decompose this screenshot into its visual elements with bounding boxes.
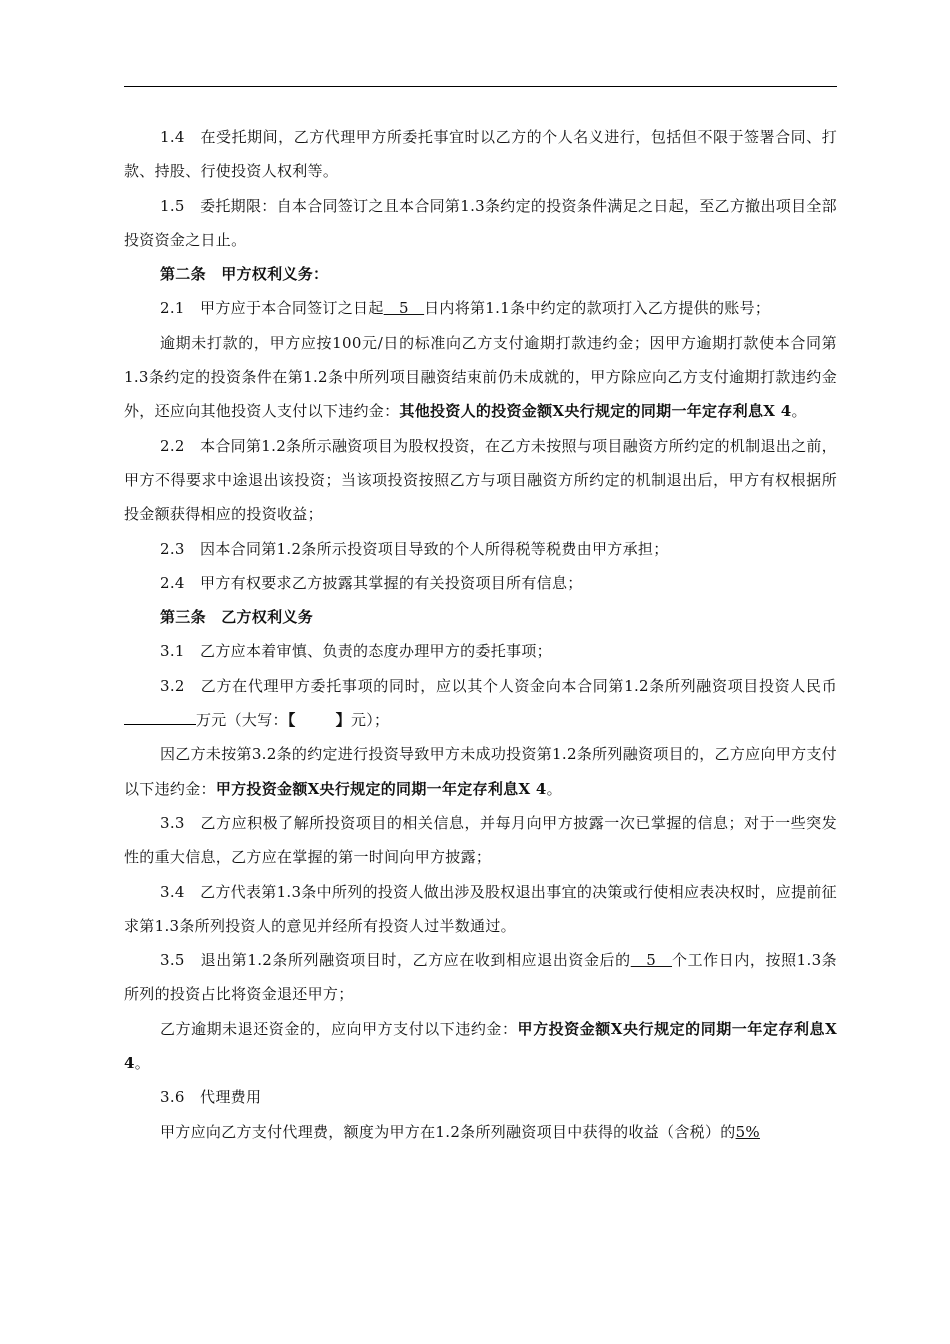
clause-3-5-penalty-formula: 甲方投资金额X央行规定的同期一年定存利息X 4: [124, 1019, 838, 1073]
clause-3-2: [124, 669, 837, 738]
clause-2-1-penalty: [124, 326, 837, 429]
clause-3-6: 3.6 代理费用: [160, 1088, 262, 1107]
clause-2-1-penalty-end: 。: [791, 402, 807, 421]
clause-3-5: [124, 943, 837, 1012]
clause-3-6-fee: [124, 1115, 837, 1149]
bracket-close: 】: [335, 711, 351, 730]
clause-3-5-text-b: 个工作日内，按照1.3条所列的投资占比将资金退还甲方；: [124, 951, 837, 1004]
clause-3-5-penalty-end: 。: [134, 1054, 151, 1073]
clause-1-4: 1.4 在受托期间，乙方代理甲方所委托事宜时以乙方的个人名义进行，包括但不限于签署合同、打款、持股、行使投资人权利等。: [124, 128, 837, 181]
clause-3-6-fee-text: 甲方应向乙方支付代理费，额度为甲方在1.2条所列融资项目中获得的收益（含税）的: [160, 1122, 736, 1141]
clause-2-3: 2.3 因本合同第1.2条所示投资项目导致的个人所得税等税费由甲方承担；: [160, 539, 669, 558]
header-rule: [124, 86, 837, 87]
clause-3-5-text-a: 3.5 退出第1.2条所列融资项目时，乙方应在收到相应退出资金后的: [160, 951, 631, 970]
clause-3-2-text-a: 3.2 乙方在代理甲方委托事项的同时，应以其个人资金向本合同第1.2条所列融资项目投资人民币: [160, 676, 837, 695]
clause-3-2-penalty-text: 因乙方未按第3.2条的约定进行投资导致甲方未成功投资第1.2条所列融资项目的，乙方应向甲方支付以下违约金：: [124, 745, 837, 798]
clause-2-1-penalty-text: 逾期未打款的，甲方应按100元/日的标准向乙方支付逾期打款违约金；因甲方逾期打款使本合同第1.3条约定的投资条件在第1.2条中所列项目融资结束前仍未成就的，甲方除应向乙方支付逾期打款违约金外，还应向其他投资人支付以下违约金：: [124, 333, 837, 421]
clause-2-4: 2.4 甲方有权要求乙方披露其掌握的有关投资项目所有信息；: [160, 573, 583, 592]
clause-3-5-penalty-text: 乙方逾期未退还资金的，应向甲方支付以下违约金：: [160, 1019, 518, 1038]
clause-2-2: 2.2 本合同第1.2条所示融资项目为股权投资，在乙方未按照与项目融资方所约定的机制退出之前，甲方不得要求中途退出该投资；当该项投资按照乙方与项目融资方所约定的机制退出后，甲方有权根据所投金额获得相应的投资收益；: [124, 436, 837, 524]
clause-3-6-fee-percent: 5%: [735, 1122, 760, 1141]
clause-2-1-text-b: 日内将第1.1条中约定的款项打入乙方提供的账号；: [424, 299, 771, 318]
clause-3-3: 3.3 乙方应积极了解所投资项目的相关信息，并每月向甲方披露一次已掌握的信息；对于一些突发性的重大信息，乙方应在掌握的第一时间向甲方披露；: [124, 813, 837, 867]
contract-body: [124, 120, 837, 1149]
article-3-heading: 第三条 乙方权利义务: [160, 608, 314, 627]
clause-2-1-penalty-formula: 其他投资人的投资金额X央行规定的同期一年定存利息X 4: [399, 402, 792, 421]
clause-3-2-text-b: 万元（大写：: [196, 711, 288, 730]
clause-2-1-days: 5: [383, 299, 425, 318]
clause-3-2-text-c: 元）；: [350, 711, 390, 730]
clause-3-5-penalty: [124, 1012, 837, 1081]
clause-3-2-penalty-end: 。: [546, 779, 562, 798]
clause-2-1-text-a: 2.1 甲方应于本合同签订之日起: [160, 299, 384, 318]
clause-1-5: 1.5 委托期限：自本合同签订之且本合同第1.3条约定的投资条件满足之日起，至乙方撤出项目全部投资资金之日止。: [124, 196, 837, 249]
article-2-heading: 第二条 甲方权利义务：: [160, 265, 329, 284]
clause-3-4: 3.4 乙方代表第1.3条中所列的投资人做出涉及股权退出事宜的决策或行使相应表决权时，应提前征求第1.3条所列投资人的意见并经所有投资人过半数通过。: [124, 882, 837, 935]
bracket-open: 【: [287, 711, 296, 730]
clause-3-2-penalty: [124, 737, 837, 806]
clause-3-1: 3.1 乙方应本着审慎、负责的态度办理甲方的委托事项；: [160, 642, 552, 661]
amount-blank: [124, 710, 196, 725]
clause-3-2-penalty-formula: 甲方投资金额X央行规定的同期一年定存利息X 4: [215, 779, 547, 798]
clause-3-5-days: 5: [630, 951, 673, 970]
clause-2-1: [124, 291, 837, 325]
